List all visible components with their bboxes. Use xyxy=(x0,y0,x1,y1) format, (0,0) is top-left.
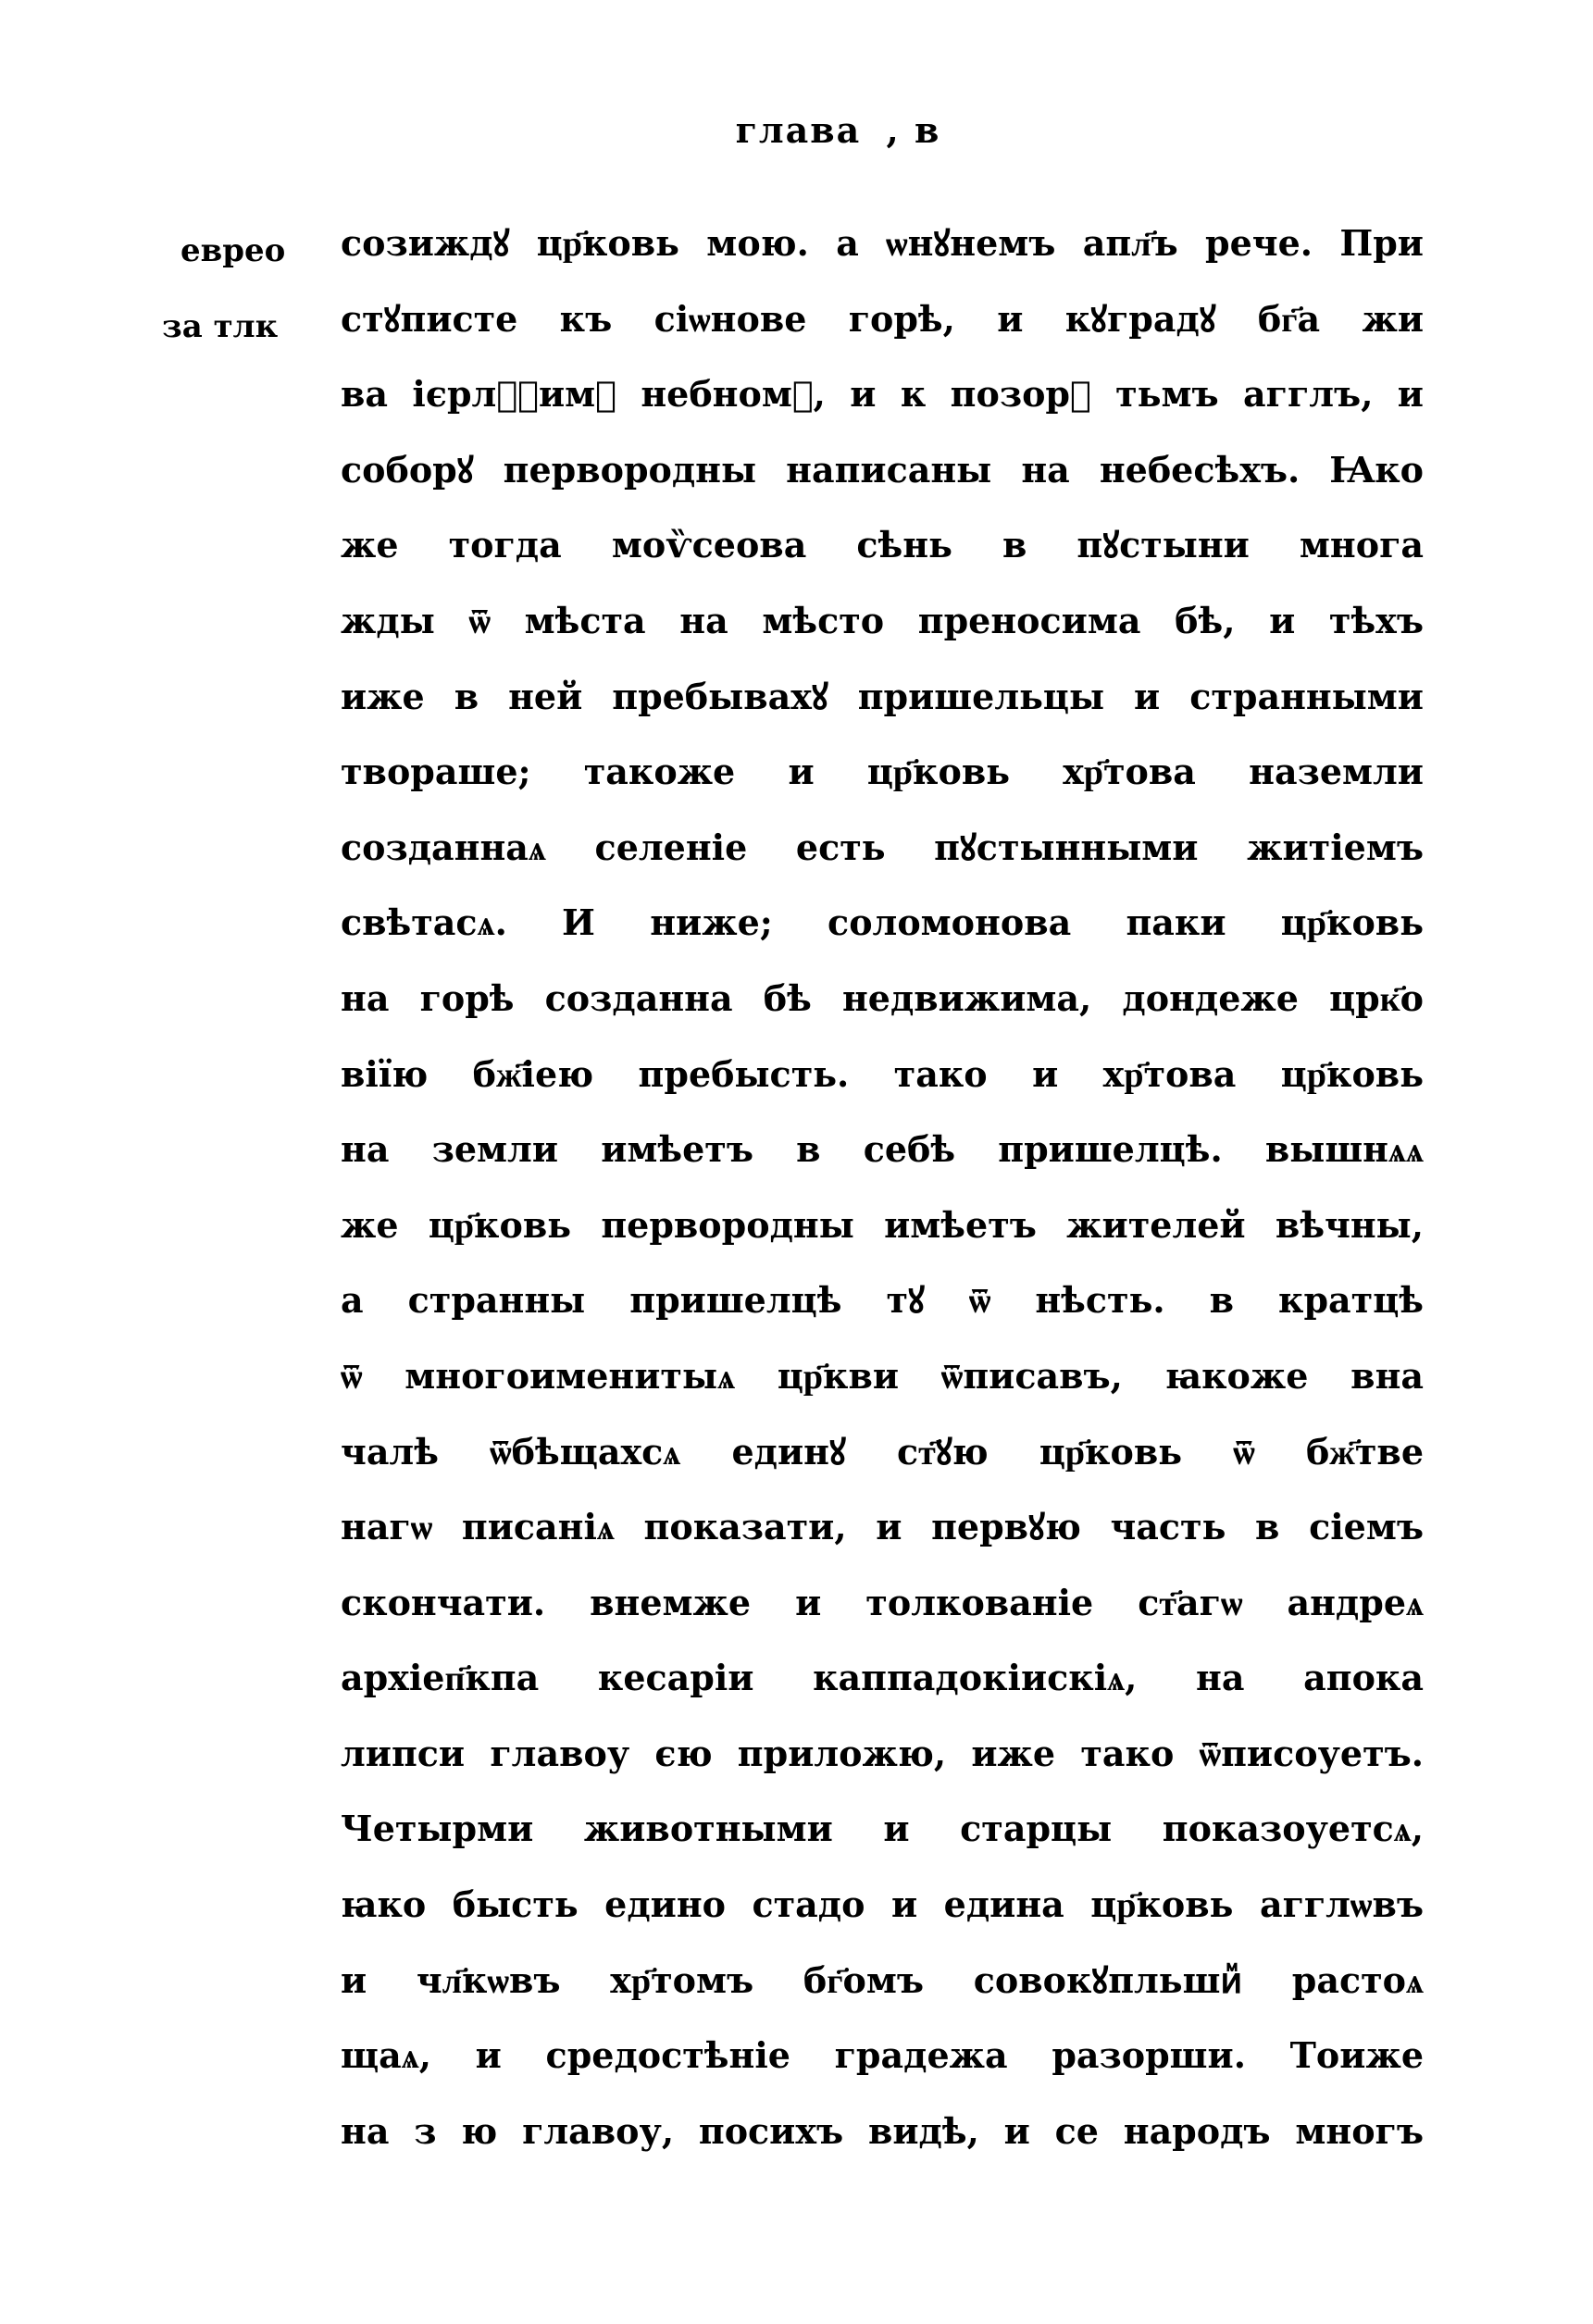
text-line: на горѣ созданна бѣ недвижима, дондеже црк҃о xyxy=(341,976,1424,1019)
text-line: на з ю главоу, посихъ видѣ, и се народъ многъ xyxy=(341,2109,1424,2152)
text-line: же тогда моѷсеова сѣнь в пꙋстыни многа xyxy=(341,524,1424,566)
text-line: скончати. внемже и толкованіе ст҃агѡ андреѧ xyxy=(341,1581,1424,1623)
text-line: и чл҃кѡвъ хр҃томъ бг҃омъ совокꙋпльшиⷨ растоѧ xyxy=(341,1958,1424,2001)
text-line: жды ѿ мѣста на мѣсто преносима бѣ, и тѣхъ xyxy=(341,599,1424,641)
text-line: стꙋписте къ сіѡнове горѣ, и кꙋградꙋ бг҃а жи xyxy=(341,297,1424,340)
text-line: иже в ней пребывахꙋ пришельцы и странными xyxy=(341,675,1424,717)
text-line: ꙗко бысть едино стадо и едина цр҃ковь агглѡвъ xyxy=(341,1883,1424,1926)
text-line: липси главоу єю приложю, иже тако ѿписоуетъ. xyxy=(341,1732,1424,1774)
text-line: Четырми животными и старцы показоуетсѧ, xyxy=(341,1808,1424,1850)
marginal-note: еврео xyxy=(180,232,286,269)
text-line: щаѧ, и средостѣніе градежа разорши. Тоиже xyxy=(341,2034,1424,2077)
text-line: віїю бж҃іею пребысть. тако и хр҃това цр҃ковь xyxy=(341,1052,1424,1095)
text-line: твораше; такоже и цр҃ковь хр҃това наземли xyxy=(341,751,1424,793)
text-line: созиждꙋ цр҃ковь мою. а ѡнꙋнемъ апл҃ъ рече. При xyxy=(341,222,1424,264)
text-line: созданнаѧ селеніе есть пꙋстынными житіемъ xyxy=(341,826,1424,868)
body-text xyxy=(341,205,1424,2169)
text-line: соборꙋ первородны написаны на небесѣхъ. Ꙗко xyxy=(341,448,1424,491)
text-line: чалѣ ѿбѣщахсѧ единꙋ ст҃ꙋю цр҃ковь ѿ бж҃тве xyxy=(341,1430,1424,1473)
text-line: ѿ многоименитыѧ цр҃кви ѿписавъ, ꙗкоже вна xyxy=(341,1354,1424,1397)
header-title: глава xyxy=(735,109,862,151)
text-line: на земли имѣетъ в себѣ пришелцѣ. вышнѧѧ xyxy=(341,1128,1424,1171)
header-chapter-number: , в xyxy=(886,109,941,151)
text-line: архіеп҃кпа кесаріи каппадокіискіѧ, на апока xyxy=(341,1657,1424,1699)
text-line: а странны пришелцѣ тꙋ ѿ нѣсть. в кратцѣ xyxy=(341,1279,1424,1322)
text-line: же цр҃ковь первородны имѣетъ жителей вѣчны, xyxy=(341,1203,1424,1246)
text-line: свѣтасѧ. И ниже; соломонова паки цр҃ковь xyxy=(341,901,1424,944)
marginal-note: за тлк xyxy=(162,308,279,345)
page-header xyxy=(0,109,1593,151)
text-line: ва ієрлⷭ҇имꙋ небномꙋ, и к позорꙋ тьмъ агглъ, и xyxy=(341,373,1424,416)
marginal-notes xyxy=(162,213,329,365)
text-line: нагѡ писаніѧ показати, и первꙋю часть в сіемъ xyxy=(341,1506,1424,1548)
